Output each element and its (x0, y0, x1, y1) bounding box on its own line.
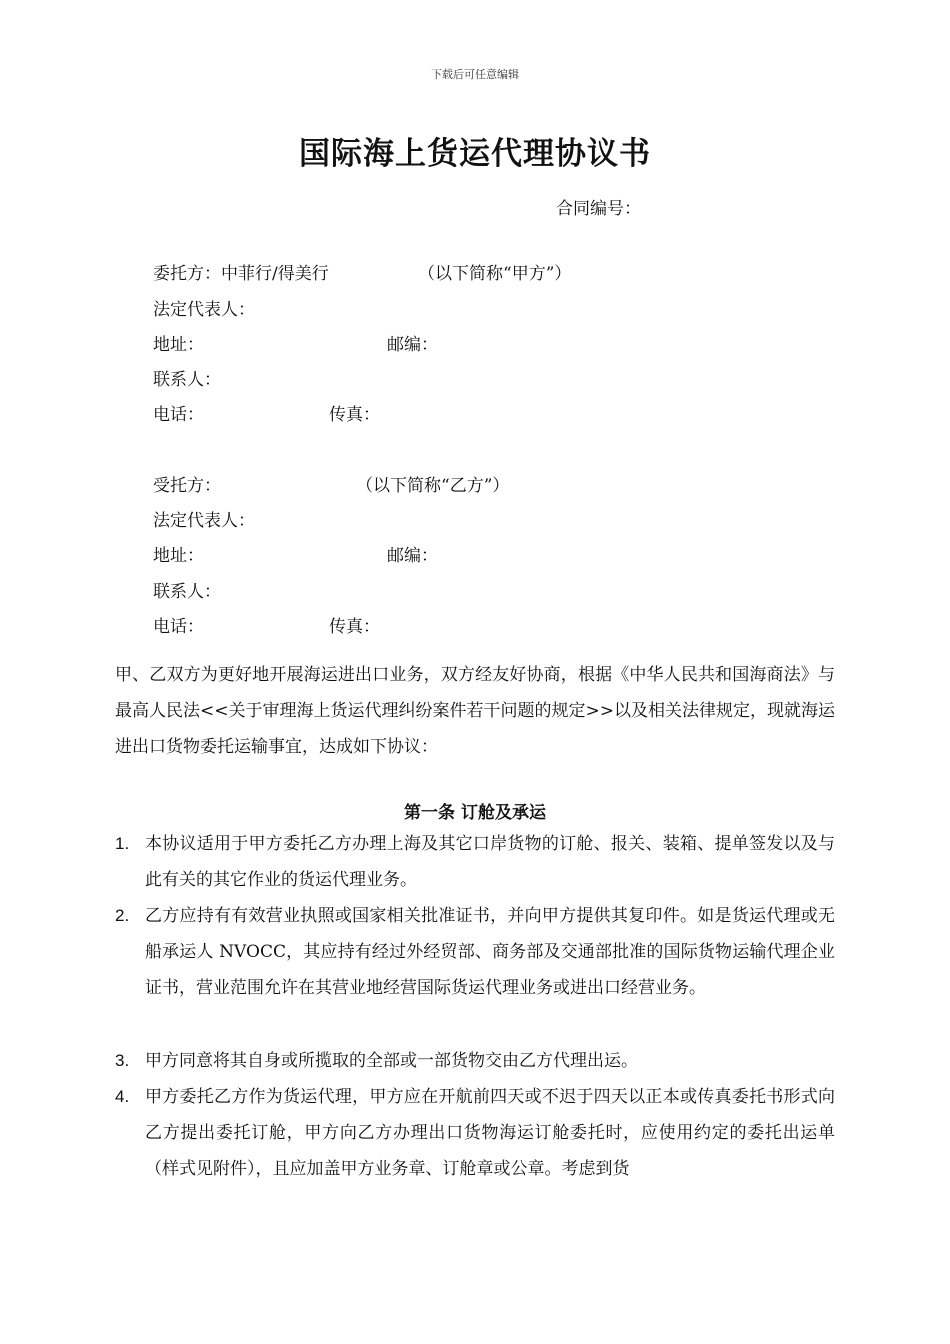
party-a-address: 地址： (153, 335, 204, 355)
header-note: 下载后可任意编辑 (431, 68, 519, 81)
list-item (115, 1079, 835, 1187)
party-b-agent: 受托方： (153, 476, 221, 496)
party-b-contact: 联系人： (153, 582, 221, 602)
list-item (115, 1043, 835, 1079)
preamble-paragraph: 甲、乙双方为更好地开展海运进出口业务，双方经友好协商，根据《中华人民共和国海商法》与最高人民法<<关于审理海上货运代理纠纷案件若干问题的规定>>以及相关法律规定，现就海运进出口货物委托运输事宜，达成如下协议： (115, 665, 835, 757)
party-a-postcode: 邮编： (387, 335, 438, 355)
party-b-alias: （以下简称“乙方”） (356, 476, 510, 496)
party-a-alias: （以下简称“甲方”） (418, 264, 572, 284)
list-item-number: 1. (115, 834, 130, 853)
document-title: 国际海上货运代理协议书 (299, 136, 651, 172)
party-b-legal-rep: 法定代表人： (153, 511, 255, 531)
party-b-phone: 电话： (153, 617, 204, 637)
party-a-contact: 联系人： (153, 370, 221, 390)
party-a-principal: 委托方：中菲行/得美行 (153, 264, 329, 284)
party-a-legal-rep: 法定代表人： (153, 300, 255, 320)
list-item-number: 2. (115, 906, 130, 925)
list-item-number: 4. (115, 1087, 130, 1106)
contract-number-label: 合同编号： (556, 199, 641, 219)
list-item-number: 3. (115, 1051, 130, 1070)
section-title: 第一条 订舱及承运 (404, 803, 546, 823)
list-item-text: 乙方应持有有效营业执照或国家相关批准证书，并向甲方提供其复印件。如是货运代理或无船承运人 NVOCC，其应持有经过外经贸部、商务部及交通部批准的国际货物运输代理企业证书，营业范围允许在其营业地经营国际货运代理业务或进出口经营业务。 (145, 906, 835, 998)
list-item (115, 826, 835, 898)
party-a-fax: 传真： (329, 405, 380, 425)
party-a-phone: 电话： (153, 405, 204, 425)
party-b-postcode: 邮编： (387, 546, 438, 566)
list-item-text: 甲方同意将其自身或所揽取的全部或一部货物交由乙方代理出运。 (145, 1051, 638, 1071)
list-item-text: 本协议适用于甲方委托乙方办理上海及其它口岸货物的订舱、报关、装箱、提单签发以及与此有关的其它作业的货运代理业务。 (145, 834, 835, 890)
list-item (115, 898, 835, 1006)
list-item-text: 甲方委托乙方作为货运代理，甲方应在开航前四天或不迟于四天以正本或传真委托书形式向乙方提出委托订舱，甲方向乙方办理出口货物海运订舱委托时，应使用约定的委托出运单（样式见附件），且应加盖甲方业务章、订舱章或公章。考虑到货 (145, 1087, 835, 1179)
party-b-address: 地址： (153, 546, 204, 566)
party-b-fax: 传真： (329, 617, 380, 637)
